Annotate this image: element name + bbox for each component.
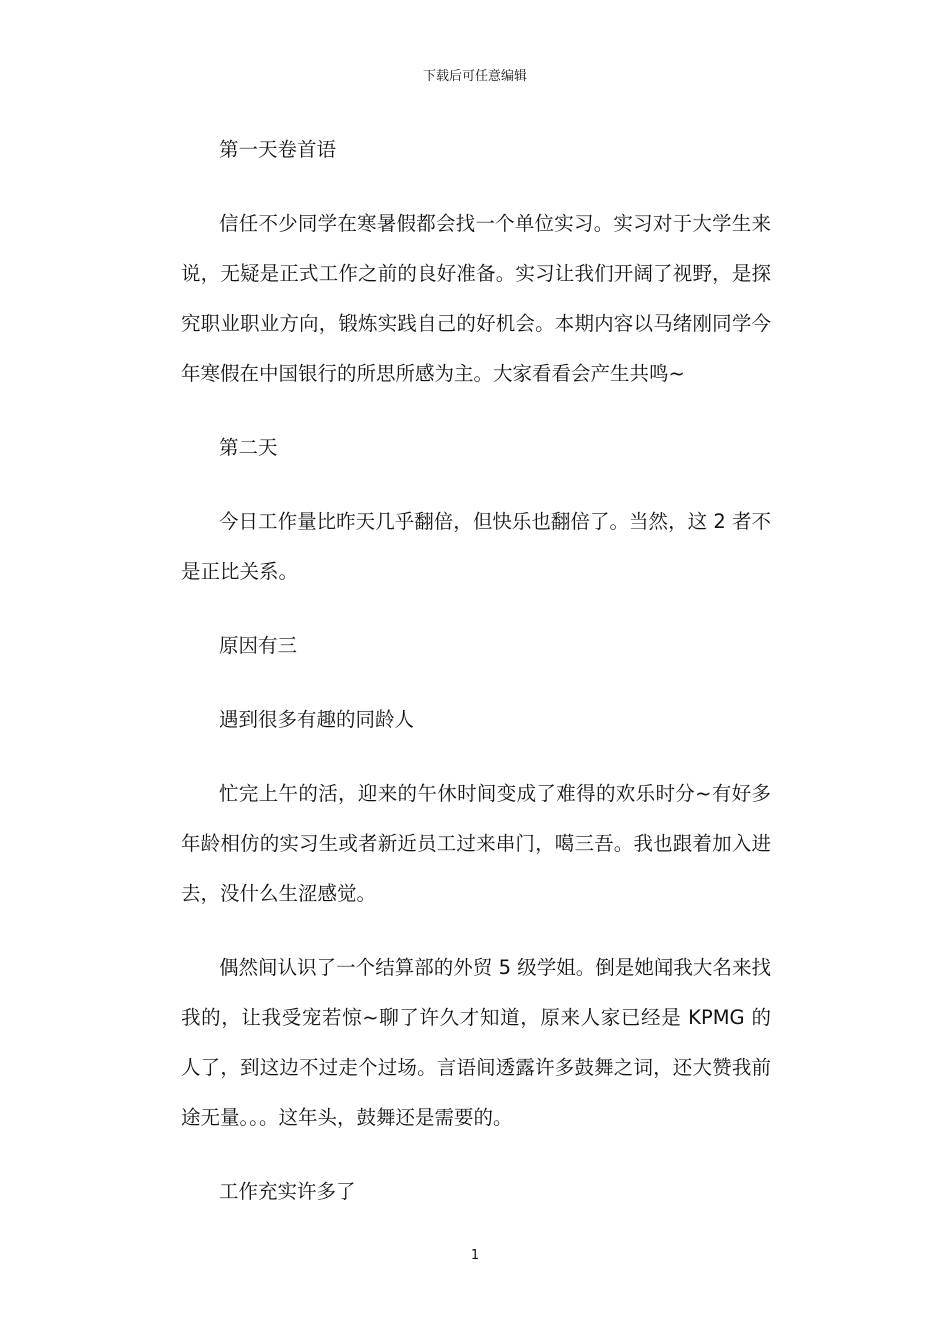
paragraph-day-two: 第二天	[219, 436, 278, 459]
paragraph-title: 第一天卷首语	[219, 138, 337, 161]
page-number: 1	[470, 1248, 480, 1263]
paragraph-workload: 今日工作量比昨天几乎翻倍，但快乐也翻倍了。当然，这 2 者不是正比关系。	[181, 510, 771, 583]
paragraph-senior: 偶然间认识了一个结算部的外贸 5 级学姐。倒是她闻我大名来找我的，让我受宠若惊~聊了许久才知道，原来人家已经是 KPMG 的人了，到这边不过走个过场。言语间透露许多鼓舞之词，还大赞我前途无量。。。这年头，鼓舞还是需要的。	[181, 956, 771, 1129]
paragraph-fulfilling-work: 工作充实许多了	[219, 1180, 356, 1203]
paragraph-reasons: 原因有三	[219, 634, 298, 657]
page-header: 下载后可任意编辑	[422, 69, 527, 84]
document-body	[181, 125, 771, 1217]
paragraph-lunch-break: 忙完上午的活，迎来的午休时间变成了难得的欢乐时分~有好多年龄相仿的实习生或者新近员工过来串门，噶三吾。我也跟着加入进去，没什么生涩感觉。	[181, 782, 771, 905]
paragraph-peers: 遇到很多有趣的同龄人	[219, 708, 415, 731]
paragraph-intro: 信任不少同学在寒暑假都会找一个单位实习。实习对于大学生来说，无疑是正式工作之前的良好准备。实习让我们开阔了视野，是探究职业职业方向，锻炼实践自己的好机会。本期内容以马绪刚同学今年寒假在中国银行的所思所感为主。大家看看会产生共鸣~	[181, 212, 771, 385]
